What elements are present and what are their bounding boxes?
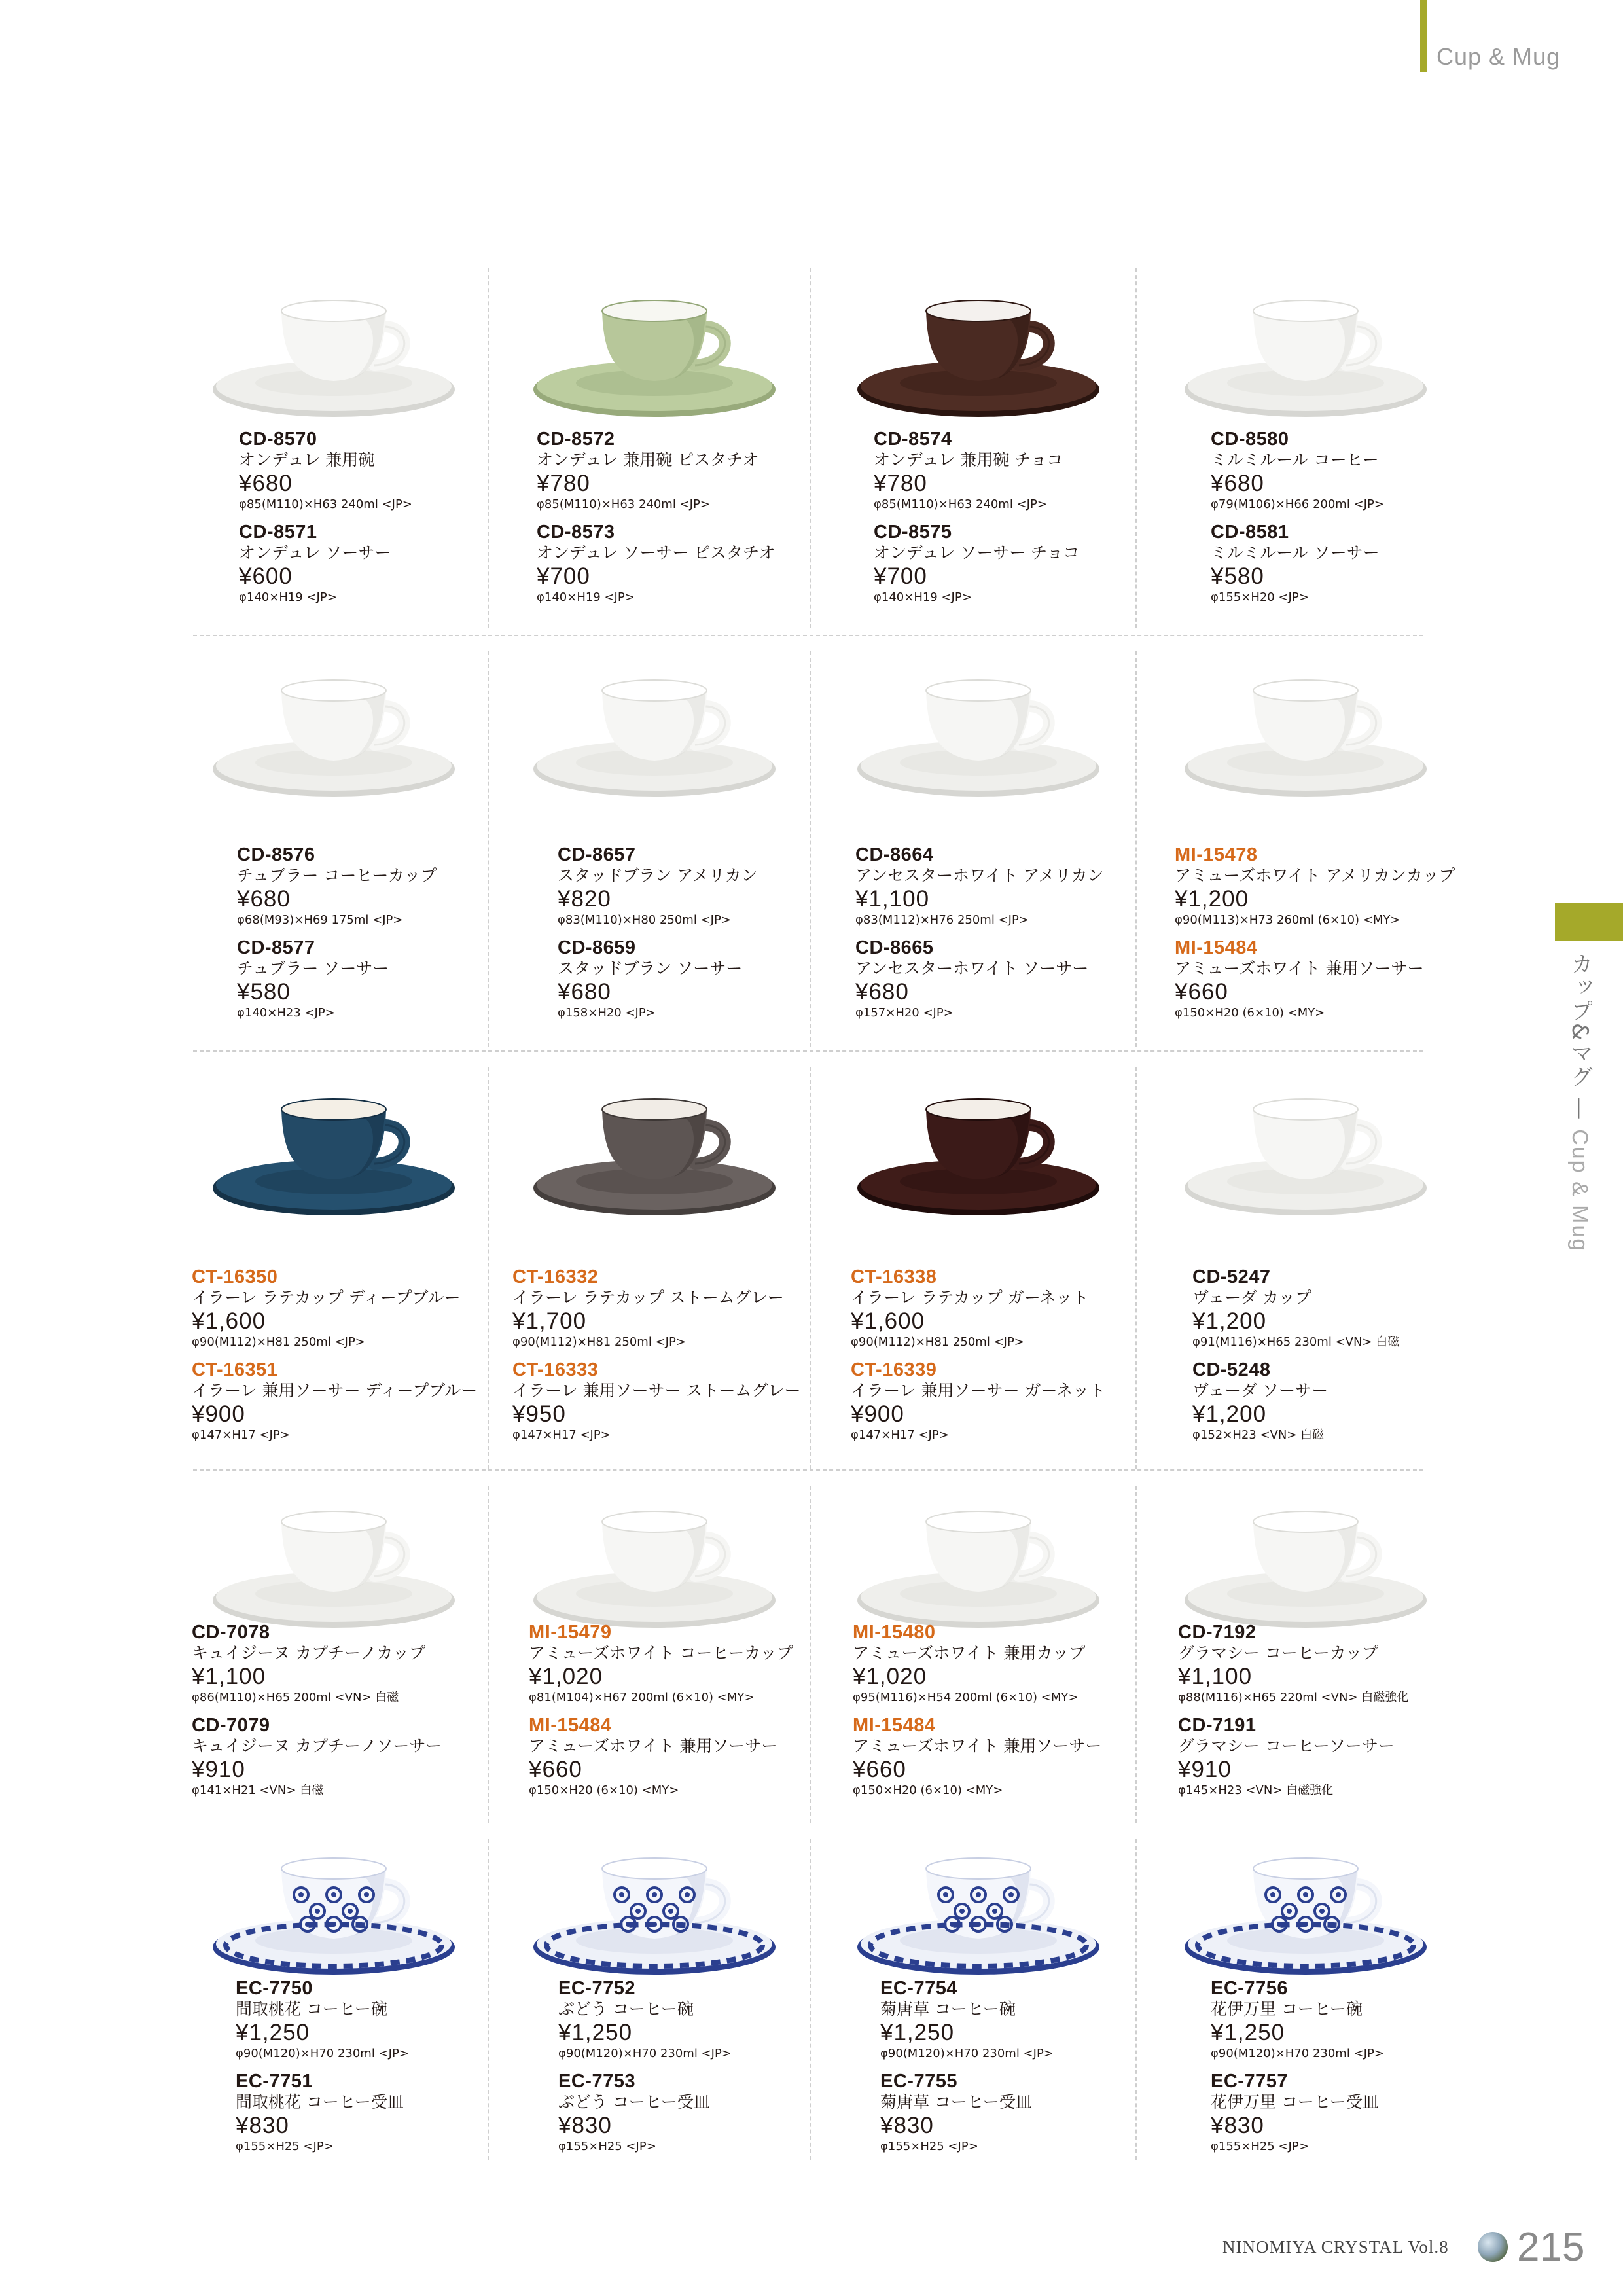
product-price: ¥1,020 — [853, 1664, 927, 1689]
product-spec: φ155×H25 <JP> — [1211, 2140, 1309, 2153]
product-spec: φ90(M120)×H70 230ml <JP> — [558, 2047, 732, 2060]
product-code: EC-7757 — [1211, 2071, 1288, 2092]
product-price: ¥830 — [236, 2113, 289, 2138]
product-price: ¥680 — [239, 471, 293, 496]
cup-saucer-photo — [847, 1833, 1109, 1983]
product-code: MI-15484 — [853, 1715, 936, 1736]
product-name: 間取桃花 コーヒー碗 — [236, 2000, 387, 2018]
product-price: ¥1,250 — [880, 2020, 955, 2045]
cup-saucer-photo — [524, 1833, 785, 1983]
product-spec: φ157×H20 <JP> — [855, 1006, 954, 1020]
product-name: アミューズホワイト 兼用ソーサー — [1175, 959, 1424, 978]
cup-saucer-photo — [1175, 1486, 1436, 1636]
product-spec: φ90(M120)×H70 230ml <JP> — [236, 2047, 409, 2060]
product-code: CD-8575 — [874, 522, 952, 543]
product-code: CD-8571 — [239, 522, 317, 543]
product-code: MI-15484 — [529, 1715, 612, 1736]
globe-icon — [1478, 2232, 1508, 2262]
product-name: キュイジーヌ カプチーノカップ — [192, 1643, 425, 1662]
product-name: オンデュレ 兼用碗 ピスタチオ — [537, 450, 759, 469]
product-name: キュイジーヌ カプチーノソーサー — [192, 1736, 442, 1755]
product-code: CD-7079 — [192, 1715, 270, 1736]
product-spec: φ90(M120)×H70 230ml <JP> — [1211, 2047, 1384, 2060]
product-price: ¥660 — [529, 1757, 582, 1782]
section-title: Cup & Mug — [1436, 43, 1561, 70]
product-code: EC-7753 — [558, 2071, 635, 2092]
product-spec: φ158×H20 <JP> — [558, 1006, 656, 1020]
product-spec: φ79(M106)×H66 200ml <JP> — [1211, 497, 1384, 511]
product-spec: φ152×H23 <VN> 白磁 — [1192, 1428, 1325, 1442]
product-spec: φ85(M110)×H63 240ml <JP> — [239, 497, 412, 511]
product-cell — [236, 1978, 537, 2164]
product-cell — [237, 844, 538, 1030]
product-price: ¥580 — [237, 979, 291, 1005]
product-name: ぶどう コーヒー碗 — [558, 2000, 694, 2018]
product-name: 間取桃花 コーヒー受皿 — [236, 2092, 404, 2111]
product-cell — [239, 429, 540, 615]
product-code: EC-7750 — [236, 1978, 313, 1999]
product-spec: φ140×H19 <JP> — [239, 590, 337, 604]
product-spec: φ85(M110)×H63 240ml <JP> — [874, 497, 1047, 511]
product-price: ¥680 — [237, 886, 291, 912]
cup-saucer-photo — [1175, 1833, 1436, 1983]
product-code: CD-8577 — [237, 937, 315, 958]
row-divider — [193, 1050, 1423, 1052]
product-spec: φ147×H17 <JP> — [512, 1428, 611, 1442]
cup-saucer-photo — [847, 275, 1109, 425]
cup-saucer-photo — [203, 1833, 465, 1983]
product-price: ¥660 — [853, 1757, 906, 1782]
product-cell — [558, 844, 859, 1030]
product-cell — [1192, 1266, 1493, 1452]
product-cell — [1178, 1622, 1479, 1808]
product-spec: φ140×H19 <JP> — [537, 590, 635, 604]
product-price: ¥660 — [1175, 979, 1228, 1005]
product-code: CD-8657 — [558, 844, 636, 865]
product-price: ¥580 — [1211, 564, 1264, 589]
product-code: CD-8570 — [239, 429, 317, 450]
side-label-dash: — — [1567, 1088, 1593, 1130]
product-cell — [1211, 429, 1512, 615]
product-name: アミューズホワイト 兼用ソーサー — [853, 1736, 1102, 1755]
product-code: CT-16351 — [192, 1359, 278, 1380]
product-code: EC-7752 — [558, 1978, 635, 1999]
product-price: ¥830 — [558, 2113, 612, 2138]
product-price: ¥1,600 — [192, 1308, 266, 1334]
product-price: ¥680 — [558, 979, 611, 1005]
cup-saucer-photo — [203, 1486, 465, 1636]
product-spec: φ140×H23 <JP> — [237, 1006, 335, 1020]
product-cell — [512, 1266, 813, 1452]
product-code: CD-7192 — [1178, 1622, 1257, 1643]
product-code: EC-7751 — [236, 2071, 313, 2092]
product-spec: φ91(M116)×H65 230ml <VN> 白磁 — [1192, 1335, 1400, 1349]
product-code: CD-8572 — [537, 429, 615, 450]
product-code: EC-7756 — [1211, 1978, 1288, 1999]
product-name: チュブラー コーヒーカップ — [237, 866, 437, 885]
product-name: アンセスターホワイト アメリカン — [855, 866, 1104, 885]
product-cell — [529, 1622, 830, 1808]
product-cell — [851, 1266, 1152, 1452]
product-spec: φ90(M112)×H81 250ml <JP> — [512, 1335, 686, 1349]
product-cell — [537, 429, 838, 615]
product-code: EC-7754 — [880, 1978, 957, 1999]
product-spec: φ150×H20 (6×10) <MY> — [1175, 1006, 1325, 1020]
product-name: イラーレ 兼用ソーサー ディープブルー — [192, 1381, 478, 1400]
product-cell — [880, 1978, 1181, 2164]
product-price: ¥1,200 — [1175, 886, 1249, 912]
product-price: ¥700 — [874, 564, 927, 589]
product-code: MI-15479 — [529, 1622, 612, 1643]
product-code: MI-15484 — [1175, 937, 1258, 958]
product-name: アミューズホワイト 兼用ソーサー — [529, 1736, 778, 1755]
product-code: CT-16332 — [512, 1266, 599, 1287]
product-spec: φ88(M116)×H65 220ml <VN> 白磁強化 — [1178, 1691, 1409, 1704]
product-name: イラーレ 兼用ソーサー ストームグレー — [512, 1381, 801, 1400]
header-accent-bar — [1420, 0, 1427, 72]
product-price: ¥1,250 — [236, 2020, 310, 2045]
product-name: ヴェーダ カップ — [1192, 1288, 1311, 1307]
product-cell — [192, 1622, 493, 1808]
product-code: MI-15478 — [1175, 844, 1258, 865]
product-name: ぶどう コーヒー受皿 — [558, 2092, 710, 2111]
product-spec: φ86(M110)×H65 200ml <VN> 白磁 — [192, 1691, 399, 1704]
product-spec: φ150×H20 (6×10) <MY> — [529, 1784, 679, 1797]
product-name: オンデュレ 兼用碗 — [239, 450, 375, 469]
product-code: CD-8664 — [855, 844, 934, 865]
product-name: イラーレ 兼用ソーサー ガーネット — [851, 1381, 1106, 1400]
product-spec: φ90(M112)×H81 250ml <JP> — [851, 1335, 1024, 1349]
product-spec: φ147×H17 <JP> — [192, 1428, 290, 1442]
cup-saucer-photo — [203, 275, 465, 425]
product-name: ヴェーダ ソーサー — [1192, 1381, 1328, 1400]
product-spec: φ83(M110)×H80 250ml <JP> — [558, 913, 731, 927]
product-code: MI-15480 — [853, 1622, 936, 1643]
product-price: ¥950 — [512, 1401, 566, 1427]
cup-saucer-photo — [1175, 1073, 1436, 1224]
page-number: 215 — [1517, 2225, 1585, 2270]
product-price: ¥1,250 — [1211, 2020, 1285, 2045]
product-spec: φ147×H17 <JP> — [851, 1428, 949, 1442]
product-price: ¥820 — [558, 886, 611, 912]
product-name: 花伊万里 コーヒー碗 — [1211, 2000, 1363, 2018]
cup-saucer-photo — [847, 1073, 1109, 1224]
product-spec: φ155×H20 <JP> — [1211, 590, 1309, 604]
cup-saucer-photo — [847, 1486, 1109, 1636]
product-price: ¥830 — [880, 2113, 934, 2138]
product-spec: φ90(M113)×H73 260ml (6×10) <MY> — [1175, 913, 1400, 927]
product-name: オンデュレ ソーサー ピスタチオ — [537, 543, 776, 562]
product-name: グラマシー コーヒーカップ — [1178, 1643, 1379, 1662]
product-price: ¥1,600 — [851, 1308, 925, 1334]
side-label-ja: カップ&マグ — [1567, 952, 1593, 1089]
product-name: 菊唐草 コーヒー碗 — [880, 2000, 1016, 2018]
product-code: CT-16333 — [512, 1359, 599, 1380]
product-spec: φ155×H25 <JP> — [880, 2140, 978, 2153]
product-price: ¥780 — [537, 471, 590, 496]
product-spec: φ155×H25 <JP> — [558, 2140, 656, 2153]
product-code: CD-8581 — [1211, 522, 1289, 543]
product-spec: φ90(M120)×H70 230ml <JP> — [880, 2047, 1054, 2060]
product-code: CD-7078 — [192, 1622, 270, 1643]
product-code: CD-8573 — [537, 522, 615, 543]
product-name: オンデュレ ソーサー チョコ — [874, 543, 1080, 562]
product-cell — [1175, 844, 1476, 1030]
product-price: ¥600 — [239, 564, 293, 589]
product-spec: φ83(M112)×H76 250ml <JP> — [855, 913, 1029, 927]
product-code: CT-16339 — [851, 1359, 937, 1380]
product-code: EC-7755 — [880, 2071, 957, 2092]
product-code: CD-7191 — [1178, 1715, 1257, 1736]
cup-saucer-photo — [847, 655, 1109, 805]
product-cell — [1211, 1978, 1512, 2164]
product-name: チュブラー ソーサー — [237, 959, 389, 978]
product-price: ¥1,250 — [558, 2020, 633, 2045]
product-name: イラーレ ラテカップ ディープブルー — [192, 1288, 461, 1307]
product-spec: φ150×H20 (6×10) <MY> — [853, 1784, 1003, 1797]
product-cell — [855, 844, 1156, 1030]
product-name: イラーレ ラテカップ ストームグレー — [512, 1288, 784, 1307]
product-price: ¥1,200 — [1192, 1401, 1267, 1427]
product-spec: φ68(M93)×H69 175ml <JP> — [237, 913, 403, 927]
product-code: CD-8576 — [237, 844, 315, 865]
product-cell — [874, 429, 1175, 615]
product-code: CD-8580 — [1211, 429, 1289, 450]
cup-saucer-photo — [524, 655, 785, 805]
product-name: オンデュレ ソーサー — [239, 543, 391, 562]
product-spec: φ145×H23 <VN> 白磁強化 — [1178, 1784, 1334, 1797]
product-name: アンセスターホワイト ソーサー — [855, 959, 1089, 978]
product-price: ¥1,700 — [512, 1308, 587, 1334]
product-code: CD-8665 — [855, 937, 934, 958]
product-code: CD-5248 — [1192, 1359, 1271, 1380]
product-spec: φ155×H25 <JP> — [236, 2140, 334, 2153]
product-price: ¥1,020 — [529, 1664, 603, 1689]
cup-saucer-photo — [203, 655, 465, 805]
cup-saucer-photo — [524, 275, 785, 425]
product-price: ¥680 — [1211, 471, 1264, 496]
product-cell — [192, 1266, 493, 1452]
side-index-tab — [1555, 903, 1623, 941]
product-price: ¥700 — [537, 564, 590, 589]
product-spec: φ95(M116)×H54 200ml (6×10) <MY> — [853, 1691, 1079, 1704]
product-name: グラマシー コーヒーソーサー — [1178, 1736, 1395, 1755]
product-price: ¥780 — [874, 471, 927, 496]
product-code: CD-8574 — [874, 429, 952, 450]
row-divider — [193, 1469, 1423, 1471]
product-name: アミューズホワイト 兼用カップ — [853, 1643, 1086, 1662]
product-code: CD-8659 — [558, 937, 636, 958]
product-code: CD-5247 — [1192, 1266, 1271, 1287]
product-name: アミューズホワイト コーヒーカップ — [529, 1643, 793, 1662]
product-cell — [853, 1622, 1154, 1808]
product-name: ミルミルール ソーサー — [1211, 543, 1380, 562]
product-code: CT-16338 — [851, 1266, 937, 1287]
catalog-brand: NINOMIYA CRYSTAL Vol.8 — [1222, 2237, 1449, 2257]
product-price: ¥1,100 — [192, 1664, 266, 1689]
product-name: 花伊万里 コーヒー受皿 — [1211, 2092, 1379, 2111]
product-price: ¥1,200 — [1192, 1308, 1267, 1334]
cup-saucer-photo — [1175, 275, 1436, 425]
product-name: 菊唐草 コーヒー受皿 — [880, 2092, 1032, 2111]
cup-saucer-photo — [524, 1073, 785, 1224]
product-price: ¥910 — [192, 1757, 245, 1782]
product-price: ¥900 — [851, 1401, 904, 1427]
product-price: ¥910 — [1178, 1757, 1232, 1782]
product-name: スタッドブラン ソーサー — [558, 959, 743, 978]
product-name: スタッドブラン アメリカン — [558, 866, 758, 885]
product-cell — [558, 1978, 859, 2164]
product-spec: φ141×H21 <VN> 白磁 — [192, 1784, 324, 1797]
product-name: オンデュレ 兼用碗 チョコ — [874, 450, 1063, 469]
product-price: ¥900 — [192, 1401, 245, 1427]
product-name: ミルミルール コーヒー — [1211, 450, 1379, 469]
product-price: ¥1,100 — [855, 886, 930, 912]
product-code: CT-16350 — [192, 1266, 278, 1287]
cup-saucer-photo — [203, 1073, 465, 1224]
product-spec: φ90(M112)×H81 250ml <JP> — [192, 1335, 365, 1349]
side-label-en: Cup & Mug — [1567, 1129, 1592, 1253]
side-section-label — [1564, 952, 1596, 1252]
row-divider — [193, 635, 1423, 636]
product-price: ¥830 — [1211, 2113, 1264, 2138]
cup-saucer-photo — [1175, 655, 1436, 805]
product-name: アミューズホワイト アメリカンカップ — [1175, 866, 1455, 885]
product-spec: φ85(M110)×H63 240ml <JP> — [537, 497, 710, 511]
product-spec: φ140×H19 <JP> — [874, 590, 972, 604]
cup-saucer-photo — [524, 1486, 785, 1636]
product-spec: φ81(M104)×H67 200ml (6×10) <MY> — [529, 1691, 755, 1704]
product-price: ¥1,100 — [1178, 1664, 1253, 1689]
product-name: イラーレ ラテカップ ガーネット — [851, 1288, 1089, 1307]
product-price: ¥680 — [855, 979, 909, 1005]
